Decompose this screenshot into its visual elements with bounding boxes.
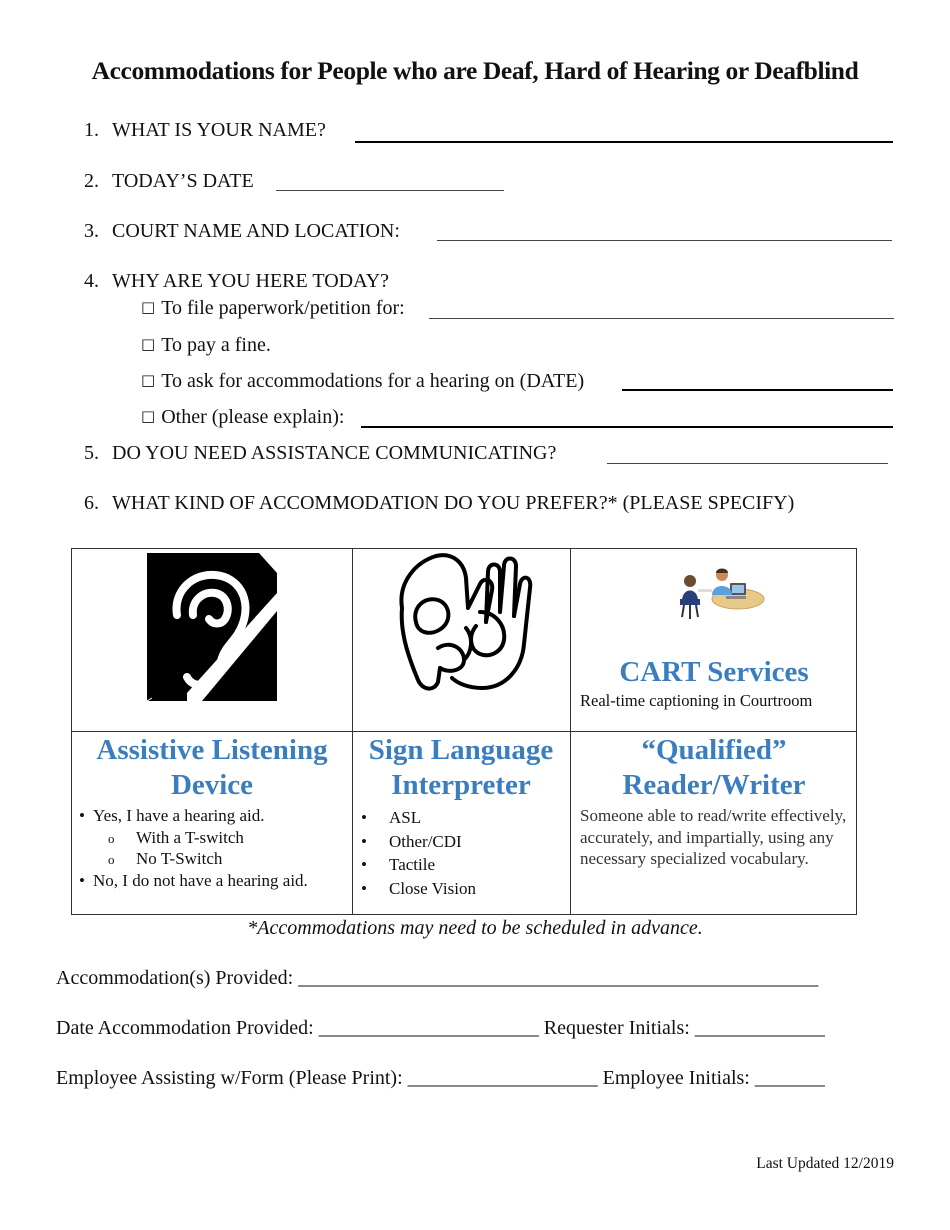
date-provided-row: Date Accommodation Provided: ______________________ Requester Initials: _____________ bbox=[56, 1017, 825, 1039]
cart-captioning-icon bbox=[676, 565, 766, 621]
reason-option-fine[interactable]: □ To pay a fine. bbox=[141, 334, 271, 356]
question-reason: 4. WHY ARE YOU HERE TODAY? bbox=[84, 270, 390, 292]
checkbox-icon[interactable]: □ bbox=[141, 407, 156, 425]
requester-initials-field[interactable]: _____________ bbox=[694, 1017, 825, 1039]
other-field[interactable] bbox=[361, 426, 893, 428]
accommodation-provided-field[interactable]: ____________________________________________________ bbox=[298, 967, 819, 989]
assistance-field[interactable] bbox=[607, 463, 888, 464]
accommodation-table bbox=[71, 548, 857, 915]
reason-option-other[interactable]: □ Other (please explain): bbox=[141, 406, 345, 428]
question-court: 3. COURT NAME AND LOCATION: bbox=[84, 220, 400, 242]
list-item: • Close Vision bbox=[361, 878, 476, 898]
paperwork-field[interactable] bbox=[429, 318, 894, 319]
sign-language-heading: Sign Language Interpreter bbox=[368, 734, 554, 801]
reason-option-paperwork[interactable]: □ To file paperwork/petition for: bbox=[141, 297, 405, 319]
hearing-aid-yes-item: • Yes, I have a hearing aid. bbox=[79, 806, 265, 825]
reader-writer-heading: “Qualified” Reader/Writer bbox=[622, 734, 806, 801]
employee-row: Employee Assisting w/Form (Please Print): ___________________ Employee Initials: _______ bbox=[56, 1067, 825, 1089]
reason-option-hearing[interactable]: □ To ask for accommodations for a hearing on (DATE) bbox=[141, 370, 585, 392]
question-accommodation: 6. WHAT KIND OF ACCOMMODATION DO YOU PREFER?* (PLEASE SPECIFY) bbox=[84, 492, 795, 514]
reader-writer-description: Someone able to read/write effectively, accurately, and impartially, using any necessary specialized vocabulary. bbox=[580, 806, 847, 868]
scheduling-note: *Accommodations may need to be scheduled in advance. bbox=[247, 917, 703, 939]
table-divider bbox=[72, 731, 856, 732]
hearing-date-field[interactable] bbox=[622, 389, 893, 391]
form-title: Accommodations for People who are Deaf, Hard of Hearing or Deafblind bbox=[91, 56, 859, 85]
t-switch-no-item: o No T-Switch bbox=[108, 849, 223, 868]
question-assistance: 5. DO YOU NEED ASSISTANCE COMMUNICATING? bbox=[84, 442, 557, 464]
checkbox-icon[interactable]: □ bbox=[141, 298, 156, 316]
hearing-aid-no-item: • No, I do not have a hearing aid. bbox=[79, 871, 308, 890]
assistive-listening-heading: Assistive Listening Device bbox=[96, 734, 328, 801]
date-provided-field[interactable]: ______________________ bbox=[318, 1017, 539, 1039]
checkbox-icon[interactable]: □ bbox=[141, 335, 156, 353]
sign-language-icon bbox=[394, 552, 534, 694]
list-item: • Tactile bbox=[361, 855, 436, 874]
last-updated: Last Updated 12/2019 bbox=[756, 1155, 894, 1172]
question-name: 1. WHAT IS YOUR NAME? bbox=[84, 119, 326, 141]
name-field[interactable] bbox=[355, 141, 893, 143]
cart-services-heading: CART Services bbox=[619, 656, 809, 688]
cart-caption: Real-time captioning in Courtroom bbox=[580, 691, 813, 710]
date-field[interactable] bbox=[276, 190, 504, 191]
checkbox-icon[interactable]: □ bbox=[141, 371, 156, 389]
list-item: • Other/CDI bbox=[361, 831, 462, 851]
sign-language-list bbox=[361, 806, 476, 900]
question-date: 2. TODAY’S DATE bbox=[84, 170, 254, 192]
hearing-loss-icon bbox=[147, 553, 277, 701]
employee-initials-field[interactable]: _______ bbox=[754, 1067, 825, 1089]
court-field[interactable] bbox=[437, 240, 892, 241]
t-switch-yes-item: o With a T-switch bbox=[108, 828, 244, 847]
accommodation-provided-row: Accommodation(s) Provided: ____________________________________________________ bbox=[56, 967, 819, 989]
employee-name-field[interactable]: ___________________ bbox=[407, 1067, 598, 1089]
list-item: • ASL bbox=[361, 808, 422, 827]
